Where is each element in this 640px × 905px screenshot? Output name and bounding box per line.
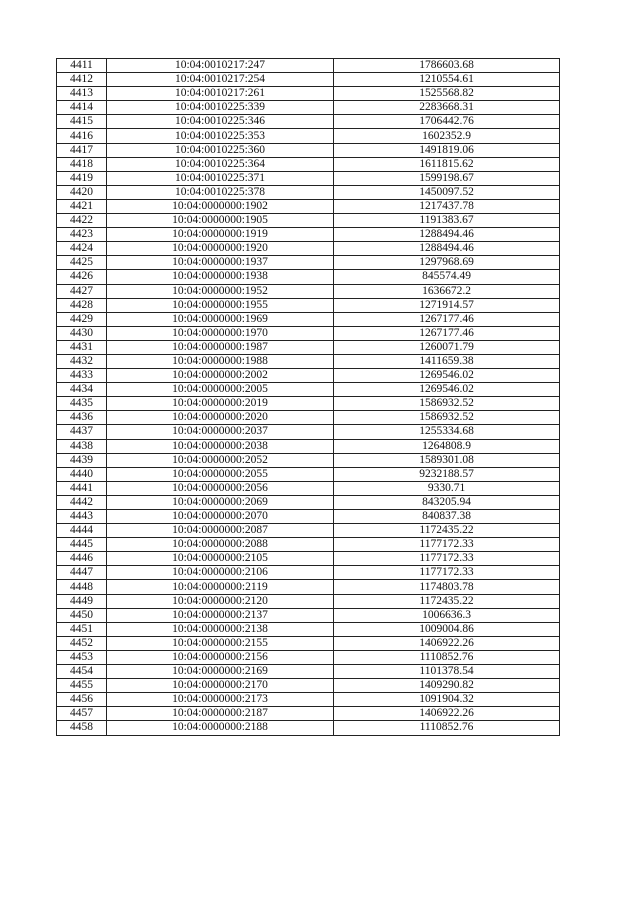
cadastral-number-cell: 10:04:0000000:2156 [107, 650, 334, 664]
cadastral-number-cell: 10:04:0000000:2170 [107, 679, 334, 693]
cadastral-number-cell: 10:04:0010225:339 [107, 101, 334, 115]
cadastral-number-cell: 10:04:0010225:364 [107, 157, 334, 171]
row-number-cell: 4454 [57, 665, 107, 679]
table-row [57, 383, 560, 397]
value-cell: 1177172.33 [334, 552, 560, 566]
value-cell: 1260071.79 [334, 340, 560, 354]
value-cell: 1706442.76 [334, 115, 560, 129]
table-row [57, 679, 560, 693]
cadastral-number-cell: 10:04:0000000:1919 [107, 228, 334, 242]
table-row [57, 354, 560, 368]
cadastral-number-cell: 10:04:0010225:360 [107, 143, 334, 157]
value-cell: 1269546.02 [334, 369, 560, 383]
row-number-cell: 4432 [57, 354, 107, 368]
cadastral-number-cell: 10:04:0000000:2155 [107, 636, 334, 650]
value-cell: 1177172.33 [334, 538, 560, 552]
value-cell: 1177172.33 [334, 566, 560, 580]
table-row [57, 270, 560, 284]
row-number-cell: 4448 [57, 580, 107, 594]
row-number-cell: 4447 [57, 566, 107, 580]
row-number-cell: 4418 [57, 157, 107, 171]
value-cell: 1264808.9 [334, 439, 560, 453]
table-row [57, 453, 560, 467]
cadastral-number-cell: 10:04:0000000:1969 [107, 312, 334, 326]
row-number-cell: 4457 [57, 707, 107, 721]
row-number-cell: 4434 [57, 383, 107, 397]
row-number-cell: 4435 [57, 397, 107, 411]
table-row [57, 622, 560, 636]
value-cell: 1589301.08 [334, 453, 560, 467]
table-row [57, 87, 560, 101]
cadastral-number-cell: 10:04:0000000:1920 [107, 242, 334, 256]
row-number-cell: 4427 [57, 284, 107, 298]
cadastral-number-cell: 10:04:0000000:2173 [107, 693, 334, 707]
row-number-cell: 4412 [57, 73, 107, 87]
table-row [57, 256, 560, 270]
value-cell: 1174803.78 [334, 580, 560, 594]
table-row [57, 665, 560, 679]
row-number-cell: 4417 [57, 143, 107, 157]
value-cell: 1599198.67 [334, 171, 560, 185]
cadastral-number-cell: 10:04:0000000:2056 [107, 481, 334, 495]
value-cell: 1288494.46 [334, 228, 560, 242]
row-number-cell: 4430 [57, 326, 107, 340]
cadastral-number-cell: 10:04:0010225:371 [107, 171, 334, 185]
table-row [57, 312, 560, 326]
table-row [57, 707, 560, 721]
row-number-cell: 4453 [57, 650, 107, 664]
cadastral-number-cell: 10:04:0010217:247 [107, 59, 334, 73]
row-number-cell: 4458 [57, 721, 107, 735]
row-number-cell: 4438 [57, 439, 107, 453]
cadastral-number-cell: 10:04:0000000:1988 [107, 354, 334, 368]
cadastral-number-cell: 10:04:0000000:2188 [107, 721, 334, 735]
value-cell: 1091904.32 [334, 693, 560, 707]
table-row [57, 115, 560, 129]
cadastral-number-cell: 10:04:0000000:1937 [107, 256, 334, 270]
data-table [56, 58, 560, 736]
table-row [57, 538, 560, 552]
cadastral-number-cell: 10:04:0000000:2137 [107, 608, 334, 622]
row-number-cell: 4446 [57, 552, 107, 566]
table-body [57, 59, 560, 736]
row-number-cell: 4436 [57, 411, 107, 425]
value-cell: 1297968.69 [334, 256, 560, 270]
value-cell: 1602352.9 [334, 129, 560, 143]
row-number-cell: 4445 [57, 538, 107, 552]
value-cell: 1586932.52 [334, 397, 560, 411]
table-row [57, 510, 560, 524]
value-cell: 2283668.31 [334, 101, 560, 115]
table-row [57, 552, 560, 566]
table-row [57, 467, 560, 481]
table-row [57, 157, 560, 171]
cadastral-number-cell: 10:04:0000000:2037 [107, 425, 334, 439]
value-cell: 1172435.22 [334, 594, 560, 608]
cadastral-number-cell: 10:04:0000000:1955 [107, 298, 334, 312]
cadastral-number-cell: 10:04:0000000:2187 [107, 707, 334, 721]
table-row [57, 143, 560, 157]
cadastral-number-cell: 10:04:0000000:1970 [107, 326, 334, 340]
value-cell: 1269546.02 [334, 383, 560, 397]
table-row [57, 73, 560, 87]
value-cell: 840837.38 [334, 510, 560, 524]
value-cell: 1217437.78 [334, 199, 560, 213]
value-cell: 1406922.26 [334, 707, 560, 721]
row-number-cell: 4426 [57, 270, 107, 284]
row-number-cell: 4413 [57, 87, 107, 101]
value-cell: 1210554.61 [334, 73, 560, 87]
cadastral-number-cell: 10:04:0000000:2087 [107, 524, 334, 538]
row-number-cell: 4424 [57, 242, 107, 256]
cadastral-number-cell: 10:04:0000000:1987 [107, 340, 334, 354]
value-cell: 1191383.67 [334, 214, 560, 228]
cadastral-number-cell: 10:04:0010225:346 [107, 115, 334, 129]
cadastral-number-cell: 10:04:0000000:2005 [107, 383, 334, 397]
table-row [57, 397, 560, 411]
cadastral-number-cell: 10:04:0000000:2055 [107, 467, 334, 481]
value-cell: 1406922.26 [334, 636, 560, 650]
value-cell: 9330.71 [334, 481, 560, 495]
value-cell: 1006636.3 [334, 608, 560, 622]
cadastral-number-cell: 10:04:0000000:1952 [107, 284, 334, 298]
value-cell: 1271914.57 [334, 298, 560, 312]
table-row [57, 411, 560, 425]
table-row [57, 524, 560, 538]
cadastral-number-cell: 10:04:0000000:2019 [107, 397, 334, 411]
table-row [57, 481, 560, 495]
row-number-cell: 4411 [57, 59, 107, 73]
value-cell: 1525568.82 [334, 87, 560, 101]
value-cell: 1586932.52 [334, 411, 560, 425]
table-row [57, 425, 560, 439]
cadastral-number-cell: 10:04:0000000:1938 [107, 270, 334, 284]
value-cell: 1267177.46 [334, 312, 560, 326]
cadastral-number-cell: 10:04:0000000:2119 [107, 580, 334, 594]
value-cell: 1009004.86 [334, 622, 560, 636]
value-cell: 1110852.76 [334, 650, 560, 664]
cadastral-number-cell: 10:04:0000000:1905 [107, 214, 334, 228]
table-row [57, 59, 560, 73]
row-number-cell: 4437 [57, 425, 107, 439]
table-row [57, 242, 560, 256]
row-number-cell: 4416 [57, 129, 107, 143]
row-number-cell: 4429 [57, 312, 107, 326]
row-number-cell: 4444 [57, 524, 107, 538]
table-row [57, 171, 560, 185]
value-cell: 1172435.22 [334, 524, 560, 538]
table-row [57, 214, 560, 228]
row-number-cell: 4452 [57, 636, 107, 650]
value-cell: 1255334.68 [334, 425, 560, 439]
table-row [57, 495, 560, 509]
row-number-cell: 4441 [57, 481, 107, 495]
row-number-cell: 4420 [57, 185, 107, 199]
cadastral-number-cell: 10:04:0000000:2169 [107, 665, 334, 679]
cadastral-number-cell: 10:04:0000000:2020 [107, 411, 334, 425]
table-row [57, 298, 560, 312]
row-number-cell: 4443 [57, 510, 107, 524]
table-row [57, 369, 560, 383]
value-cell: 1288494.46 [334, 242, 560, 256]
row-number-cell: 4450 [57, 608, 107, 622]
table-row [57, 185, 560, 199]
table-row [57, 693, 560, 707]
cadastral-number-cell: 10:04:0000000:2038 [107, 439, 334, 453]
cadastral-number-cell: 10:04:0000000:2138 [107, 622, 334, 636]
value-cell: 1409290.82 [334, 679, 560, 693]
row-number-cell: 4439 [57, 453, 107, 467]
table-row [57, 721, 560, 735]
row-number-cell: 4456 [57, 693, 107, 707]
row-number-cell: 4425 [57, 256, 107, 270]
table-row [57, 199, 560, 213]
table-row [57, 650, 560, 664]
value-cell: 1101378.54 [334, 665, 560, 679]
value-cell: 1636672.2 [334, 284, 560, 298]
cadastral-number-cell: 10:04:0000000:1902 [107, 199, 334, 213]
row-number-cell: 4442 [57, 495, 107, 509]
value-cell: 1267177.46 [334, 326, 560, 340]
cadastral-number-cell: 10:04:0000000:2105 [107, 552, 334, 566]
row-number-cell: 4455 [57, 679, 107, 693]
row-number-cell: 4414 [57, 101, 107, 115]
value-cell: 1491819.06 [334, 143, 560, 157]
value-cell: 1450097.52 [334, 185, 560, 199]
table-row [57, 284, 560, 298]
table-row [57, 228, 560, 242]
value-cell: 1411659.38 [334, 354, 560, 368]
row-number-cell: 4431 [57, 340, 107, 354]
cadastral-number-cell: 10:04:0000000:2002 [107, 369, 334, 383]
row-number-cell: 4451 [57, 622, 107, 636]
cadastral-number-cell: 10:04:0000000:2088 [107, 538, 334, 552]
row-number-cell: 4433 [57, 369, 107, 383]
cadastral-number-cell: 10:04:0010225:353 [107, 129, 334, 143]
table-row [57, 439, 560, 453]
row-number-cell: 4422 [57, 214, 107, 228]
table-row [57, 636, 560, 650]
value-cell: 1611815.62 [334, 157, 560, 171]
cadastral-number-cell: 10:04:0010225:378 [107, 185, 334, 199]
value-cell: 845574.49 [334, 270, 560, 284]
cadastral-number-cell: 10:04:0010217:261 [107, 87, 334, 101]
cadastral-number-cell: 10:04:0000000:2070 [107, 510, 334, 524]
row-number-cell: 4428 [57, 298, 107, 312]
row-number-cell: 4419 [57, 171, 107, 185]
value-cell: 1786603.68 [334, 59, 560, 73]
table-row [57, 340, 560, 354]
cadastral-number-cell: 10:04:0010217:254 [107, 73, 334, 87]
table-row [57, 608, 560, 622]
row-number-cell: 4440 [57, 467, 107, 481]
value-cell: 9232188.57 [334, 467, 560, 481]
value-cell: 1110852.76 [334, 721, 560, 735]
table-row [57, 326, 560, 340]
row-number-cell: 4423 [57, 228, 107, 242]
table-row [57, 129, 560, 143]
cadastral-number-cell: 10:04:0000000:2120 [107, 594, 334, 608]
value-cell: 843205.94 [334, 495, 560, 509]
table-row [57, 566, 560, 580]
cadastral-number-cell: 10:04:0000000:2106 [107, 566, 334, 580]
table-row [57, 101, 560, 115]
cadastral-number-cell: 10:04:0000000:2069 [107, 495, 334, 509]
row-number-cell: 4449 [57, 594, 107, 608]
row-number-cell: 4421 [57, 199, 107, 213]
table-row [57, 580, 560, 594]
cadastral-number-cell: 10:04:0000000:2052 [107, 453, 334, 467]
table-row [57, 594, 560, 608]
row-number-cell: 4415 [57, 115, 107, 129]
